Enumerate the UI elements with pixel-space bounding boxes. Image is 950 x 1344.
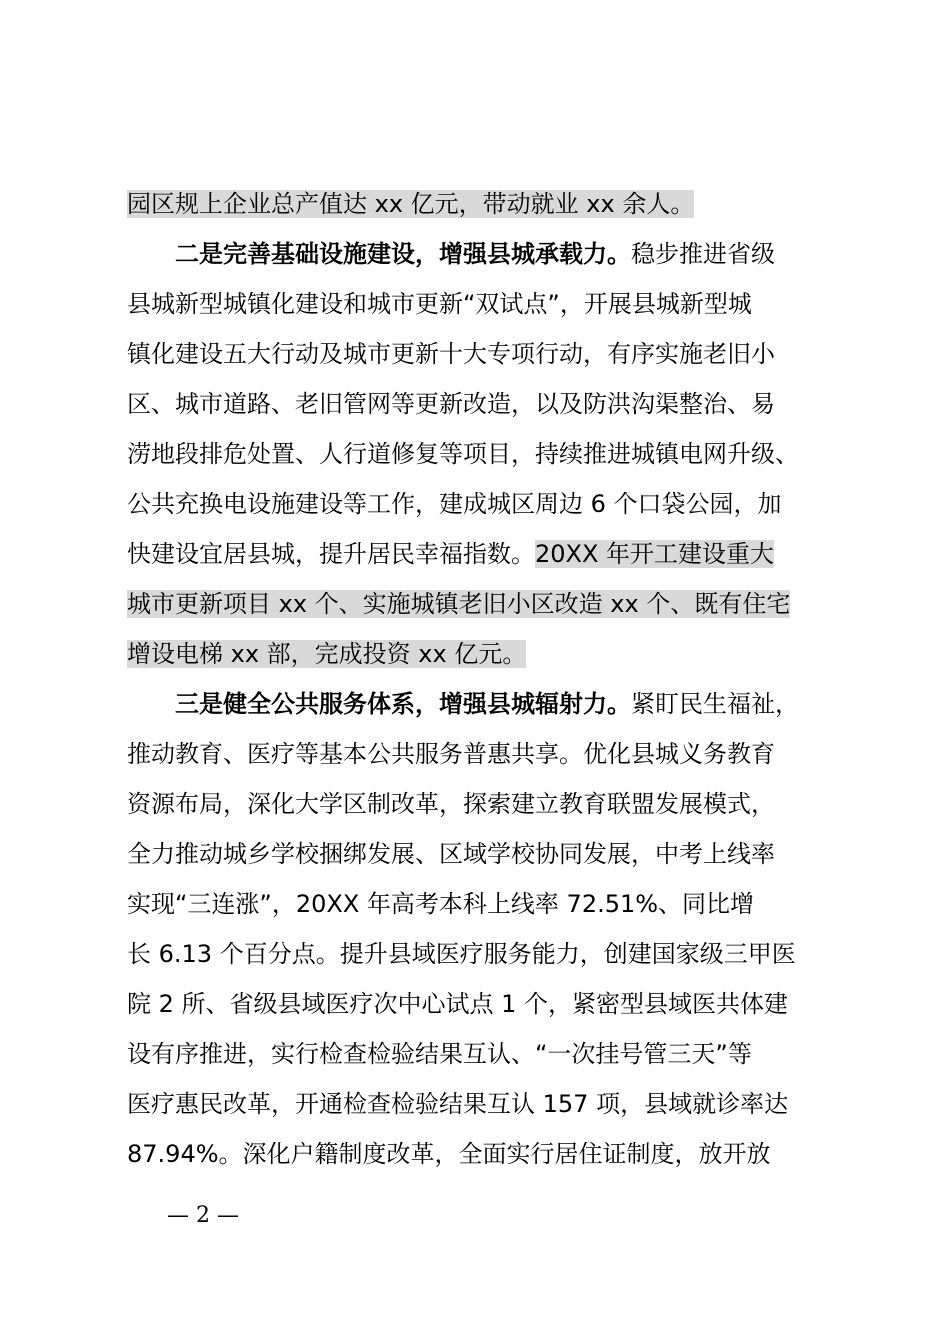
text-line xyxy=(127,184,867,224)
text-segment: 全力推动城乡学校捆绑发展、区域学校协同发展，中考上线率 xyxy=(127,840,775,868)
page-number: — 2 — xyxy=(167,1203,239,1228)
text-line xyxy=(127,484,867,524)
text-segment: 院 2 所、省级县域医疗次中心试点 1 个，紧密型县域医共体建 xyxy=(127,990,789,1018)
text-line xyxy=(127,934,867,974)
text-line xyxy=(127,984,867,1024)
section-heading-line xyxy=(127,234,867,274)
text-segment: 稳步推进省级 xyxy=(631,240,775,268)
text-segment: 区、城市道路、老旧管网等更新改造，以及防洪沟渠整治、易 xyxy=(127,390,775,418)
text-segment: 资源布局，深化大学区制改革，探索建立教育联盟发展模式， xyxy=(127,790,775,818)
text-segment: 公共充换电设施建设等工作，建成城区周边 6 个口袋公园，加 xyxy=(127,490,782,518)
text-line xyxy=(127,1134,867,1174)
text-segment: 实现“三连涨”，20XX 年高考本科上线率 72.51%、同比增 xyxy=(127,890,755,918)
text-line xyxy=(127,434,867,474)
text-segment: 20XX 年开工建设重大 xyxy=(535,540,775,568)
text-line xyxy=(127,334,867,374)
text-line xyxy=(127,384,867,424)
text-segment: 长 6.13 个百分点。提升县域医疗服务能力，创建国家级三甲医 xyxy=(127,940,796,968)
section-heading-line xyxy=(127,684,867,724)
text-line xyxy=(127,584,867,624)
text-line xyxy=(127,884,867,924)
text-line xyxy=(127,784,867,824)
text-segment: 推动教育、医疗等基本公共服务普惠共享。优化县城义务教育 xyxy=(127,740,775,768)
section-heading-2: 二是完善基础设施建设，增强县城承载力。 xyxy=(127,240,631,268)
text-segment: 医疗惠民改革，开通检查检验结果互认 157 项，县域就诊率达 xyxy=(127,1090,789,1118)
text-line xyxy=(127,834,867,874)
text-line xyxy=(127,534,867,574)
text-segment: 紧盯民生福祉， xyxy=(631,690,799,718)
text-segment: 87.94%。深化户籍制度改革，全面实行居住证制度，放开放 xyxy=(127,1140,771,1168)
text-line xyxy=(127,284,867,324)
text-segment: 快建设宜居县城，提升居民幸福指数。 xyxy=(127,540,535,568)
text-segment: 园区规上企业总产值达 xx 亿元，带动就业 xx 余人。 xyxy=(127,190,695,218)
text-line xyxy=(127,1084,867,1124)
text-segment: 县城新型城镇化建设和城市更新“双试点”，开展县城新型城 xyxy=(127,290,752,318)
text-line xyxy=(127,1034,867,1074)
text-segment: 设有序推进，实行检查检验结果互认、“一次挂号管三天”等 xyxy=(127,1040,752,1068)
text-line xyxy=(127,734,867,774)
text-segment: 城市更新项目 xx 个、实施城镇老旧小区改造 xx 个、既有住宅 xyxy=(127,590,791,618)
section-heading-3: 三是健全公共服务体系，增强县城辐射力。 xyxy=(127,690,631,718)
text-segment: 增设电梯 xx 部，完成投资 xx 亿元。 xyxy=(127,640,527,668)
text-segment: 镇化建设五大行动及城市更新十大专项行动，有序实施老旧小 xyxy=(127,340,775,368)
text-segment: 涝地段排危处置、人行道修复等项目，持续推进城镇电网升级、 xyxy=(127,440,799,468)
text-line xyxy=(127,634,867,674)
